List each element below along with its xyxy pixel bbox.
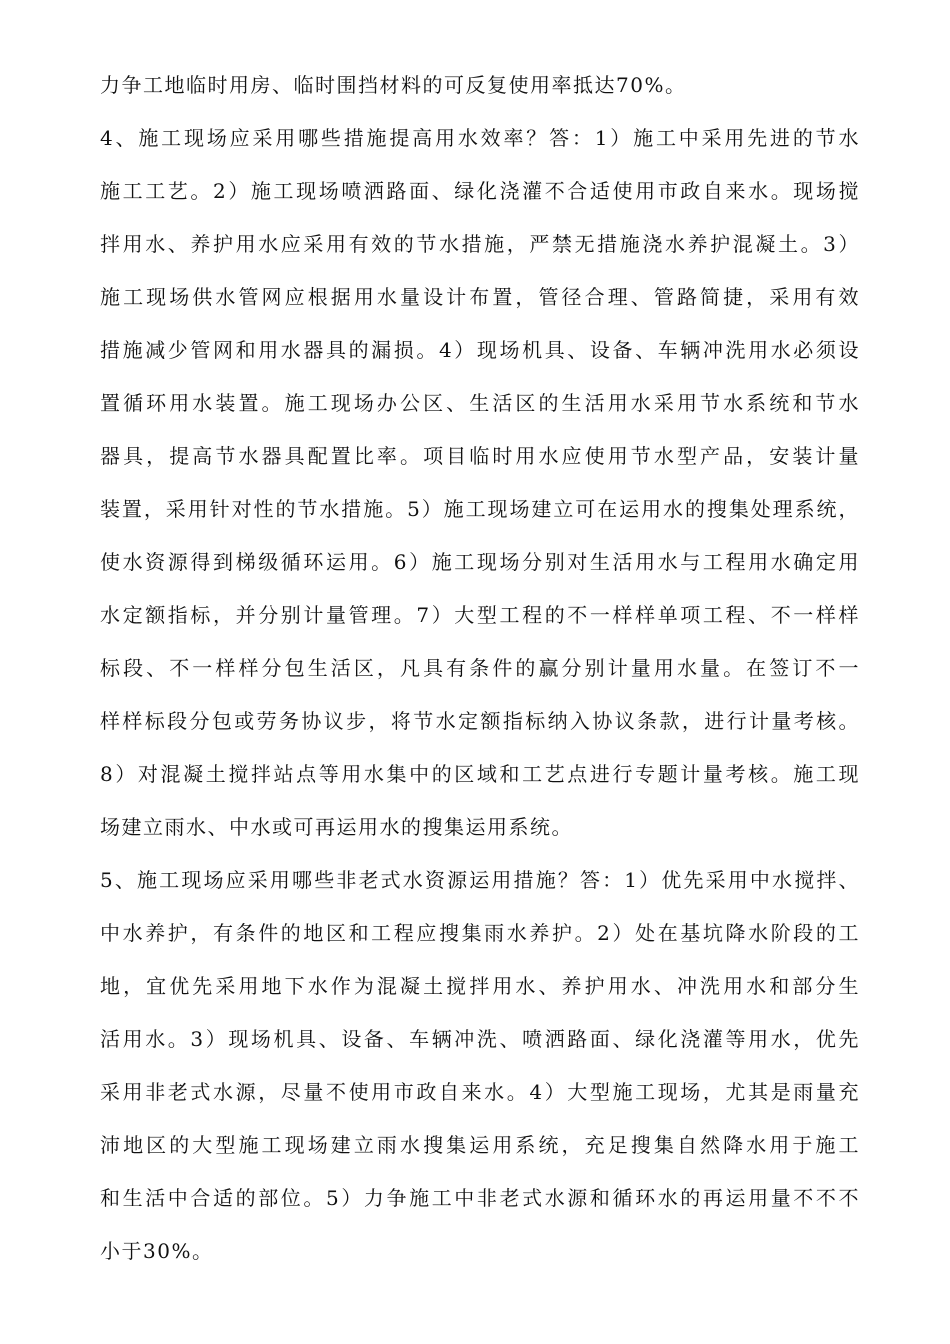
- paragraph-line: 中水养护，有条件的地区和工程应搜集雨水养护。2）处在基坑降水阶段的工: [100, 921, 860, 945]
- paragraph-line: 使水资源得到梯级循环运用。6）施工现场分别对生活用水与工程用水确定用: [100, 550, 860, 574]
- paragraph-line: 施工工艺。2）施工现场喷洒路面、绿化浇灌不合适使用市政自来水。现场搅: [100, 179, 860, 203]
- paragraph-line: 小于30%。: [100, 1239, 214, 1263]
- paragraph-line: 措施减少管网和用水器具的漏损。4）现场机具、设备、车辆冲洗用水必须设: [100, 338, 860, 362]
- paragraph-line: 地，宜优先采用地下水作为混凝土搅拌用水、养护用水、冲洗用水和部分生: [100, 974, 860, 998]
- paragraph-line: 力争工地临时用房、临时围挡材料的可反复使用率抵达70%。: [100, 73, 687, 97]
- paragraph-line: 标段、不一样样分包生活区，凡具有条件的赢分别计量用水量。在签订不一: [100, 656, 860, 680]
- paragraph-line: 水定额指标，并分别计量管理。7）大型工程的不一样样单项工程、不一样样: [100, 603, 860, 627]
- paragraph-line: 装置，采用针对性的节水措施。5）施工现场建立可在运用水的搜集处理系统，: [100, 497, 860, 521]
- paragraph-line: 拌用水、养护用水应采用有效的节水措施，严禁无措施浇水养护混凝土。3）: [100, 232, 860, 256]
- paragraph-line: 4、施工现场应采用哪些措施提高用水效率？答：1）施工中采用先进的节水: [100, 126, 860, 150]
- paragraph-line: 8）对混凝土搅拌站点等用水集中的区域和工艺点进行专题计量考核。施工现: [100, 762, 860, 786]
- paragraph-line: 活用水。3）现场机具、设备、车辆冲洗、喷洒路面、绿化浇灌等用水，优先: [100, 1027, 860, 1051]
- paragraph-line: 5、施工现场应采用哪些非老式水资源运用措施？答：1）优先采用中水搅拌、: [100, 868, 860, 892]
- paragraph-line: 施工现场供水管网应根据用水量设计布置，管径合理、管路简捷，采用有效: [100, 285, 860, 309]
- paragraph-line: 采用非老式水源，尽量不使用市政自来水。4）大型施工现场，尤其是雨量充: [100, 1080, 860, 1104]
- paragraph-line: 置循环用水装置。施工现场办公区、生活区的生活用水采用节水系统和节水: [100, 391, 860, 415]
- paragraph-line: 场建立雨水、中水或可再运用水的搜集运用系统。: [100, 815, 573, 839]
- paragraph-line: 沛地区的大型施工现场建立雨水搜集运用系统，充足搜集自然降水用于施工: [100, 1133, 860, 1157]
- document-page: [100, 72, 860, 1291]
- paragraph-line: 样样标段分包或劳务协议步，将节水定额指标纳入协议条款，进行计量考核。: [100, 709, 860, 733]
- paragraph-line: 器具，提高节水器具配置比率。项目临时用水应使用节水型产品，安装计量: [100, 444, 860, 468]
- paragraph-line: 和生活中合适的部位。5）力争施工中非老式水源和循环水的再运用量不不不: [100, 1186, 860, 1210]
